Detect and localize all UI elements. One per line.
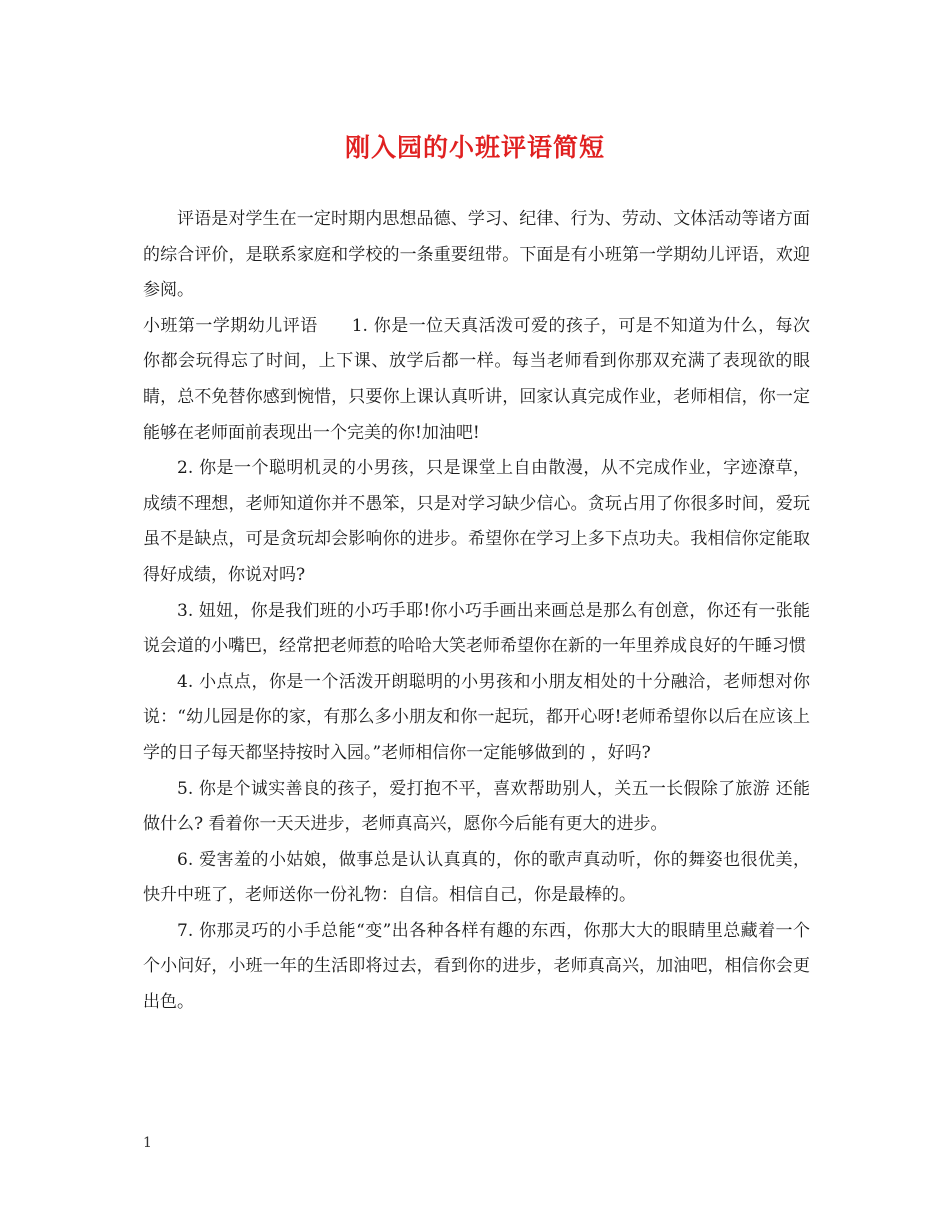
intro-paragraph: 评语是对学生在一定时期内思想品德、学习、纪律、行为、劳动、文体活动等诸方面的综合评价，是联系家庭和学校的一条重要纽带。下面是有小班第一学期幼儿评语，欢迎参阅。 — [143, 209, 810, 301]
comment-item-5: 5. 你是个诚实善良的孩子，爱打抱不平，喜欢帮助别人，关五一长假除了旅游 还能做什么? 看着你一天天进步，老师真高兴，愿你今后能有更大的进步。 — [143, 778, 810, 835]
comment-item-3: 3. 妞妞，你是我们班的小巧手耶!你小巧手画出来画总是那么有创意，你还有一张能说会道的小嘴巴，经常把老师惹的哈哈大笑老师希望你在新的一年里养成良好的午睡习惯 — [143, 600, 810, 657]
comment-item-1: 1. 你是一位天真活泼可爱的孩子，可是不知道为什么，每次你都会玩得忘了时间，上下课、放学后都一样。每当老师看到你那双充满了表现欲的眼睛，总不免替你感到惋惜，只要你上课认真听讲，回家认真完成作业，老师相信，你一定能够在老师面前表现出一个完美的你!加油吧! — [143, 315, 811, 443]
page-number: 1 — [143, 1135, 152, 1151]
comment-item-2: 2. 你是一个聪明机灵的小男孩，只是课堂上自由散漫，从不完成作业，字迹潦草，成绩不理想，老师知道你并不愚笨，只是对学习缺少信心。贪玩占用了你很多时间，爱玩虽不是缺点，可是贪玩却会影响你的进步。希望你在学习上多下点功夫。我相信你定能取得好成绩，你说对吗? — [143, 458, 810, 585]
section-paragraph — [143, 309, 810, 451]
section-label: 小班第一学期幼儿评语 — [143, 315, 318, 336]
comment-item-7: 7. 你那灵巧的小手总能“变”出各种各样有趣的东西，你那大大的眼睛里总藏着一个个小问好，小班一年的生活即将过去，看到你的进步，老师真高兴，加油吧，相信你会更出色。 — [143, 920, 810, 1013]
document-body — [143, 202, 810, 1021]
comment-item-6: 6. 爱害羞的小姑娘，做事总是认认真真的，你的歌声真动听，你的舞姿也很优美，快升中班了，老师送你一份礼物：自信。相信自己，你是最棒的。 — [143, 849, 810, 906]
comment-item-4: 4. 小点点，你是一个活泼开朗聪明的小男孩和小朋友相处的十分融洽，老师想对你说：“幼儿园是你的家，有那么多小朋友和你一起玩，都开心呀!老师希望你以后在应该上学的日子每天都坚持按时入园。”老师相信你一定能够做到的 ，好吗? — [143, 671, 810, 763]
document-title: 刚入园的小班评语简短 — [344, 133, 605, 162]
